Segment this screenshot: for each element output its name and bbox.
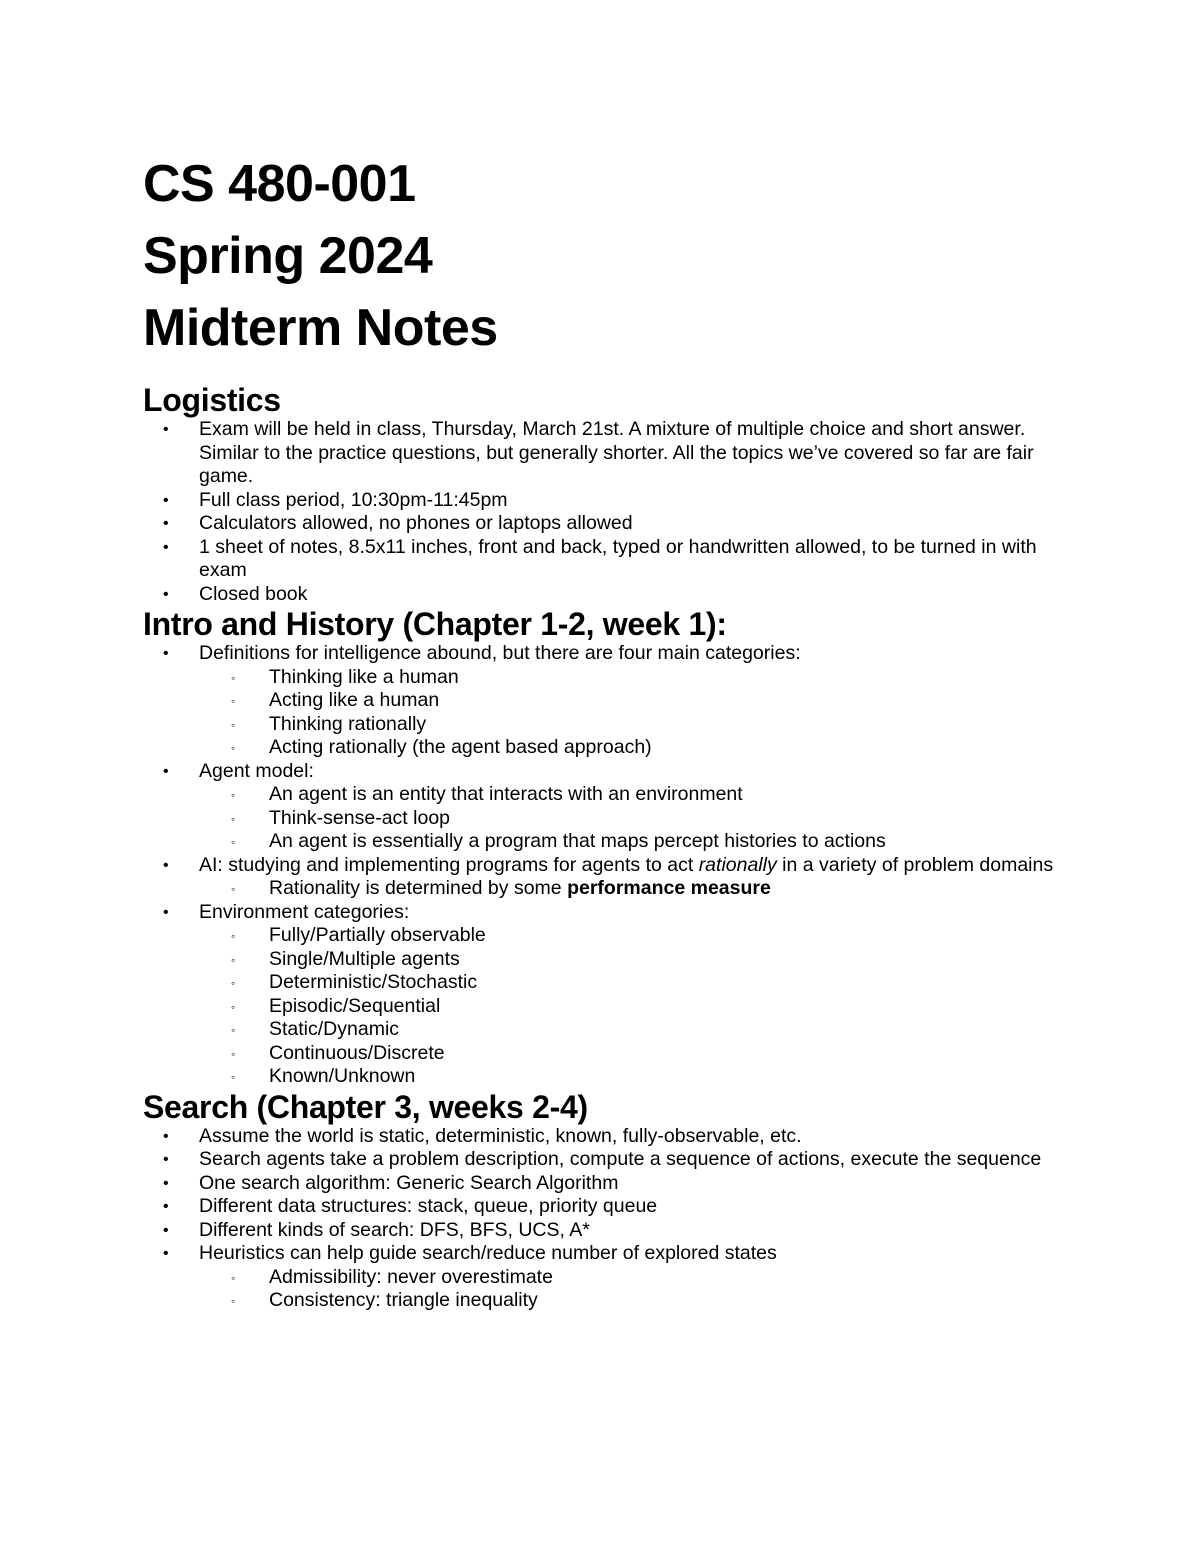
bold-term: performance measure <box>567 877 771 899</box>
sublist-item: ◦ Consistency: triangle inequality <box>143 1289 1083 1313</box>
sublist-wrapper <box>143 783 1083 854</box>
sublist-item: ◦ Static/Dynamic <box>143 1018 1083 1042</box>
bullet-icon: • <box>163 903 169 921</box>
title-line-course: CS 480-001 <box>143 155 416 213</box>
sublist-item: ◦ An agent is essentially a program that maps percept histories to actions <box>143 830 1083 854</box>
sub-bullet-icon: ◦ <box>231 882 236 896</box>
document-title <box>143 148 1083 364</box>
sub-bullet-icon: ◦ <box>231 1070 236 1084</box>
sublist-item: ◦ Single/Multiple agents <box>143 948 1083 972</box>
sub-bullet-icon: ◦ <box>231 717 236 732</box>
sublist-item: ◦ Thinking rationally <box>143 713 1083 737</box>
emphasis-text: rationally <box>698 853 777 876</box>
bullet-icon: • <box>163 645 169 662</box>
section-heading-logistics: Logistics <box>143 382 281 418</box>
bullet-icon: • <box>163 491 169 509</box>
section-heading-intro: Intro and History (Chapter 1-2, week 1): <box>143 606 727 642</box>
definitions-sublist <box>143 666 1083 760</box>
sublist-item: ◦ Admissibility: never overestimate <box>143 1266 1083 1290</box>
sub-bullet-icon: ◦ <box>231 929 236 943</box>
list-item: • Environment categories: <box>163 900 410 923</box>
sublist-item: ◦ Acting rationally (the agent based approach) <box>143 736 1083 760</box>
bullet-icon: • <box>163 1151 169 1168</box>
list-item: • Different kinds of search: DFS, BFS, UCS, A* <box>163 1218 590 1241</box>
sublist-item: ◦ Deterministic/Stochastic <box>143 971 1083 995</box>
title-line-subject: Midterm Notes <box>143 299 498 357</box>
bullet-icon: • <box>163 1127 169 1145</box>
section-heading-search: Search (Chapter 3, weeks 2-4) <box>143 1088 588 1125</box>
bullet-icon: • <box>163 515 169 532</box>
agent-model-sublist <box>143 783 1083 854</box>
list-item: • Heuristics can help guide search/reduce number of explored states <box>163 1242 777 1264</box>
document-page <box>143 148 1083 1313</box>
list-item: • Search agents take a problem description, compute a sequence of actions, execute the sequence <box>163 1148 1042 1170</box>
environment-sublist <box>143 924 1083 1089</box>
bullet-icon: • <box>163 1174 169 1192</box>
sublist-wrapper <box>143 1266 1083 1313</box>
list-item: • One search algorithm: Generic Search Algorithm <box>163 1171 619 1194</box>
sublist-item: ◦ Fully/Partially observable <box>143 924 1083 948</box>
sub-bullet-icon: ◦ <box>231 694 236 708</box>
sub-bullet-icon: ◦ <box>231 976 236 990</box>
list-item: • Agent model: <box>163 759 314 782</box>
search-list <box>143 1125 1083 1313</box>
title-line-term: Spring 2024 <box>143 227 433 285</box>
sub-bullet-icon: ◦ <box>231 1270 236 1285</box>
sublist-item: ◦ Rationality is determined by some performance measure <box>143 877 1083 901</box>
sublist-wrapper <box>143 666 1083 760</box>
bullet-icon: • <box>163 1221 169 1239</box>
list-item: • 1 sheet of notes, 8.5x11 inches, front and back, typed or handwritten allowed, to be turned in with exam <box>163 535 1037 581</box>
heuristics-sublist <box>143 1266 1083 1313</box>
sublist-item: ◦ Thinking like a human <box>143 666 1083 690</box>
sub-bullet-icon: ◦ <box>231 1294 236 1308</box>
bullet-icon: • <box>163 1245 169 1262</box>
ai-sublist <box>143 877 1083 901</box>
logistics-list <box>143 418 1083 606</box>
bullet-icon: • <box>163 856 169 874</box>
bullet-icon: • <box>163 1198 169 1215</box>
list-item: • Closed book <box>163 582 308 605</box>
sublist-item: ◦ Acting like a human <box>143 689 1083 713</box>
sub-bullet-icon: ◦ <box>231 788 236 802</box>
sub-bullet-icon: ◦ <box>231 811 236 826</box>
list-item: • Assume the world is static, deterministic, known, fully-observable, etc. <box>163 1124 802 1147</box>
sub-bullet-icon: ◦ <box>231 835 236 849</box>
list-item: • AI: studying and implementing programs for agents to act rationally in a variety of problem domains <box>163 853 1054 876</box>
sub-bullet-icon: ◦ <box>231 952 236 967</box>
list-item: • Full class period, 10:30pm-11:45pm <box>163 488 508 511</box>
sublist-item: ◦ Episodic/Sequential <box>143 995 1083 1019</box>
bullet-icon: • <box>163 538 169 556</box>
sublist-item: ◦ Continuous/Discrete <box>143 1042 1083 1066</box>
sublist-wrapper <box>143 877 1083 901</box>
sublist-wrapper <box>143 924 1083 1089</box>
bullet-icon: • <box>163 421 169 438</box>
bullet-icon: • <box>163 585 169 603</box>
list-item: • Calculators allowed, no phones or laptops allowed <box>163 512 633 534</box>
list-item: • Different data structures: stack, queue, priority queue <box>163 1195 658 1217</box>
sub-bullet-icon: ◦ <box>231 670 236 685</box>
list-item: • Definitions for intelligence abound, but there are four main categories: <box>163 642 801 664</box>
sub-bullet-icon: ◦ <box>231 1046 236 1061</box>
bullet-icon: • <box>163 762 169 780</box>
sublist-item: ◦ Think-sense-act loop <box>143 807 1083 831</box>
intro-list <box>143 642 1083 1089</box>
sublist-item: ◦ An agent is an entity that interacts with an environment <box>143 783 1083 807</box>
sub-bullet-icon: ◦ <box>231 1023 236 1037</box>
sub-bullet-icon: ◦ <box>231 999 236 1014</box>
list-item: • Exam will be held in class, Thursday, March 21st. A mixture of multiple choice and short answer. Similar to the practice questions, but generally shorter. All the topics we’ve covered so far are fair game. <box>163 418 1034 487</box>
sublist-item: ◦ Known/Unknown <box>143 1065 1083 1089</box>
sub-bullet-icon: ◦ <box>231 741 236 755</box>
